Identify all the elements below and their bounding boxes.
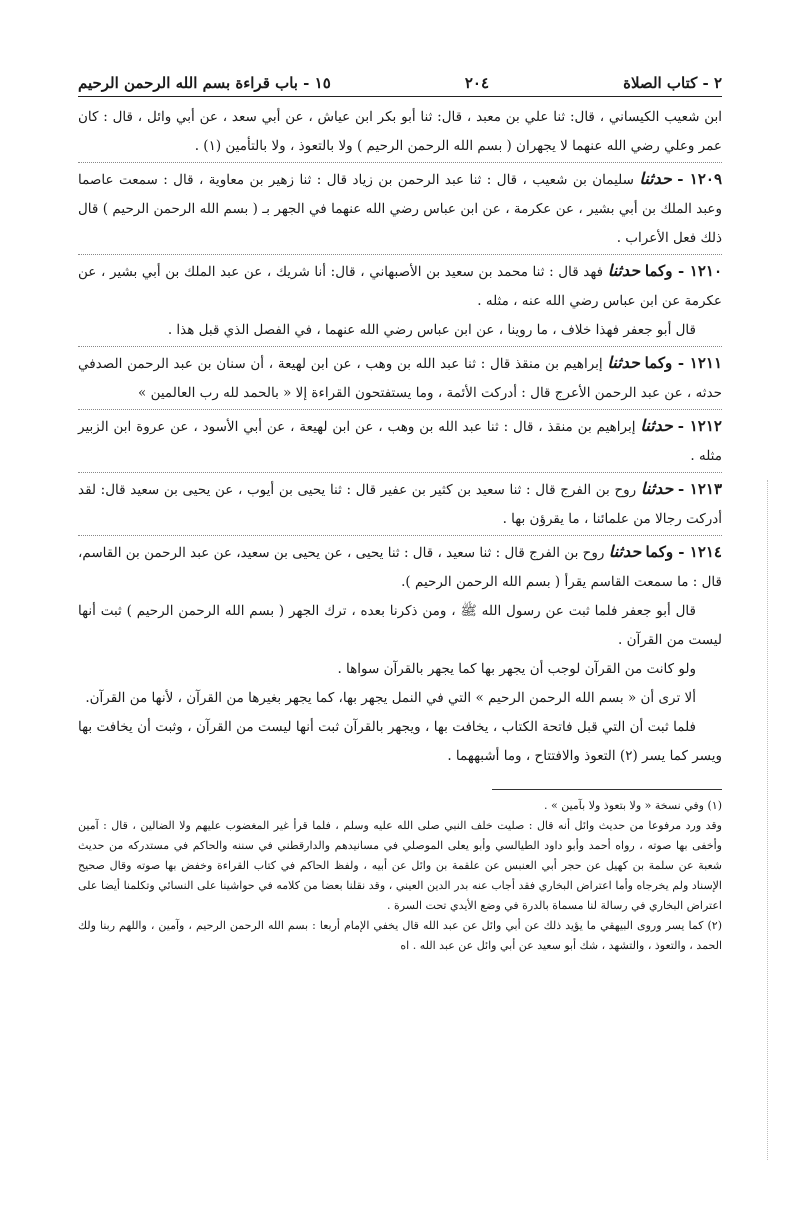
hadith-paragraph: ١٢١١ - وكما حدثنا إبراهيم بن منقذ قال : ثنا عبد الله بن وهب ، عن ابن لهيعة ، أن سنان بن عبد الرحمن الصدفي حدثه ، عن عبد الرحمن الأعرج قال : أدركت الأئمة ، وما يستفتحون القراءة إلا « بالحمد لله رب العالمين » [78, 353, 723, 401]
paragraph: قال أبو جعفر فهذا خلاف ، ما روينا ، عن ابن عباس رضي الله عنهما ، في الفصل الذي قبل هذا . [167, 322, 696, 338]
footnotes [78, 796, 722, 956]
section-title: ١٥ - باب قراءة بسم الله الرحمن الرحيم [78, 74, 331, 92]
haddathana-mark: حدثنا [607, 261, 641, 280]
footnote: (٢) كما يسر وروى البيهقي ما يؤيد ذلك عن أبي وائل عن عبد الله قال يخفي الإمام أربعا : بسم الله الرحمن الرحيم ، وآمين ، واللهم ربنا ولك الحمد ، والتعوذ ، والتشهد ، شك أبو سعيد عن أبي وائل عن عبد الله . اه [78, 919, 722, 952]
hadith-paragraph: ١٢١٠ - وكما حدثنا فهد قال : ثنا محمد بن سعيد بن الأصبهاني ، قال: أنا شريك ، عن عبد الملك بن أبي بشير ، عن عكرمة عن ابن عباس رضي الله عنه ، مثله . [78, 261, 723, 309]
divider [78, 409, 722, 410]
paragraph: ابن شعيب الكيساني ، قال: ثنا علي بن معبد ، قال: ثنا أبو بكر ابن عياش ، عن أبي سعد ، عن أبي وائل ، قال : كان عمر وعلي رضي الله عنهما لا يجهران ( بسم الله الرحمن الرحيم ) ولا بالتعوذ ، ولا بالتأمين (١) . [78, 109, 722, 154]
divider [78, 254, 722, 255]
divider [78, 162, 722, 163]
book-page [78, 58, 722, 1158]
page-header [78, 58, 722, 92]
paragraph: فلما ثبت أن التي قبل فاتحة الكتاب ، يخافت بها ، ويجهر بالقرآن ثبت أنها ليست من القرآن ، وثبت أن يخافت بها ويسر كما يسر (٢) التعوذ والافتتاح ، وما أشبههما . [78, 719, 722, 764]
paragraph: قال أبو جعفر فلما ثبت عن رسول الله ﷺ ، ومن ذكرنا بعده ، ترك الجهر ( بسم الله الرحمن الرحيم ) ثبت أنها ليست من القرآن . [78, 603, 722, 648]
footnote-rule [492, 789, 722, 790]
footnote: وقد ورد مرفوعا من حديث وائل أنه قال : صليت خلف النبي صلى الله عليه وسلم ، فلما قرأ غير المغضوب عليهم ولا الضالين ، قال : آمين وأخفى بها صوته ، رواه أحمد وأبو داود الطيالسي وأبو يعلى الموصلي في مسانيدهم والدارقطني في سننه والحاكم في مستدركه من حديث شعبة عن سلمة بن كهيل عن حجر أبي العنبس عن علقمة بن وائل عن أبيه ، ولفظ الحاكم في كتاب القراءة وخفض بها صوته وقال صحيح الإسناد ولم يخرجاه وأما اعتراض البخاري فقد أجاب عنه بدر الدين العيني ، وقد نقلنا بعضا من كلامه في حواشينا على النسائي وتكلمنا أيضا على اعتراض البخاري في رسالة لنا مسماة بالدرة في وضع الأيدي تحت السرة . [78, 819, 722, 912]
page-number: ٢٠٤ [464, 74, 490, 92]
hadith-paragraph: ١٢٠٩ - حدثنا سليمان بن شعيب ، قال : ثنا عبد الرحمن بن زياد قال : ثنا زهير بن معاوية ، قال : سمعت عاصما وعبد الملك بن أبي بشير ، عن عكرمة ، عن ابن عباس رضي الله عنهما في الجهر بـ ( بسم الله الرحمن الرحيم ) قال ذلك فعل الأعراب . [78, 169, 723, 246]
hadith-number: ١٢١٠ - وكما [644, 262, 723, 280]
chapter-title: ٢ - كتاب الصلاة [623, 74, 722, 92]
hadith-number: ١٢١٣ - [677, 480, 723, 498]
header-rule [78, 96, 722, 97]
footnote: (١) وفي نسخة « ولا بتعوذ ولا بآمين » . [544, 799, 722, 812]
hadith-paragraph: ١٢١٤ - وكما حدثنا روح بن الفرج قال : ثنا سعيد ، قال : ثنا يحيى ، عن يحيى بن سعيد، عن عبد الرحمن بن القاسم، قال : ما سمعت القاسم يقرأ ( بسم الله الرحمن الرحيم ). [78, 542, 722, 590]
haddathana-mark: حدثنا [640, 479, 674, 498]
hadith-paragraph: ١٢١٣ - حدثنا روح بن الفرج قال : ثنا سعيد بن كثير بن عفير قال : ثنا يحيى بن أيوب ، عن يحيى بن سعيد قال: لقد أدركت رجالا من علمائنا ، ما يقرؤن بها . [78, 479, 723, 527]
haddathana-mark: حدثنا [608, 542, 642, 561]
divider [78, 472, 722, 473]
hadith-number: ١٢١١ - وكما [644, 354, 723, 372]
haddathana-mark: حدثنا [640, 416, 673, 435]
hadith-paragraph: ١٢١٢ - حدثنا إبراهيم بن منقذ ، قال : ثنا عبد الله بن وهب ، عن ابن لهيعة ، عن أبي الأسود ، عن عروة ابن الزبير مثله . [78, 416, 722, 464]
haddathana-mark: حدثنا [639, 169, 672, 188]
hadith-number: ١٢٠٩ - [677, 170, 723, 188]
hadith-number: ١٢١٢ - [677, 417, 722, 435]
divider [78, 535, 722, 536]
haddathana-mark: حدثنا [607, 353, 640, 372]
main-text [78, 103, 722, 771]
hadith-number: ١٢١٤ - وكما [645, 543, 722, 561]
paragraph: ولو كانت من القرآن لوجب أن يجهر بها كما يجهر بالقرآن سواها . [337, 661, 696, 677]
paragraph: ألا ترى أن « بسم الله الرحمن الرحيم » التي في النمل يجهر بها، كما يجهر بغيرها من القرآن ، لأنها من القرآن. [85, 690, 696, 706]
scan-margin-line [767, 480, 768, 1160]
divider [78, 346, 722, 347]
